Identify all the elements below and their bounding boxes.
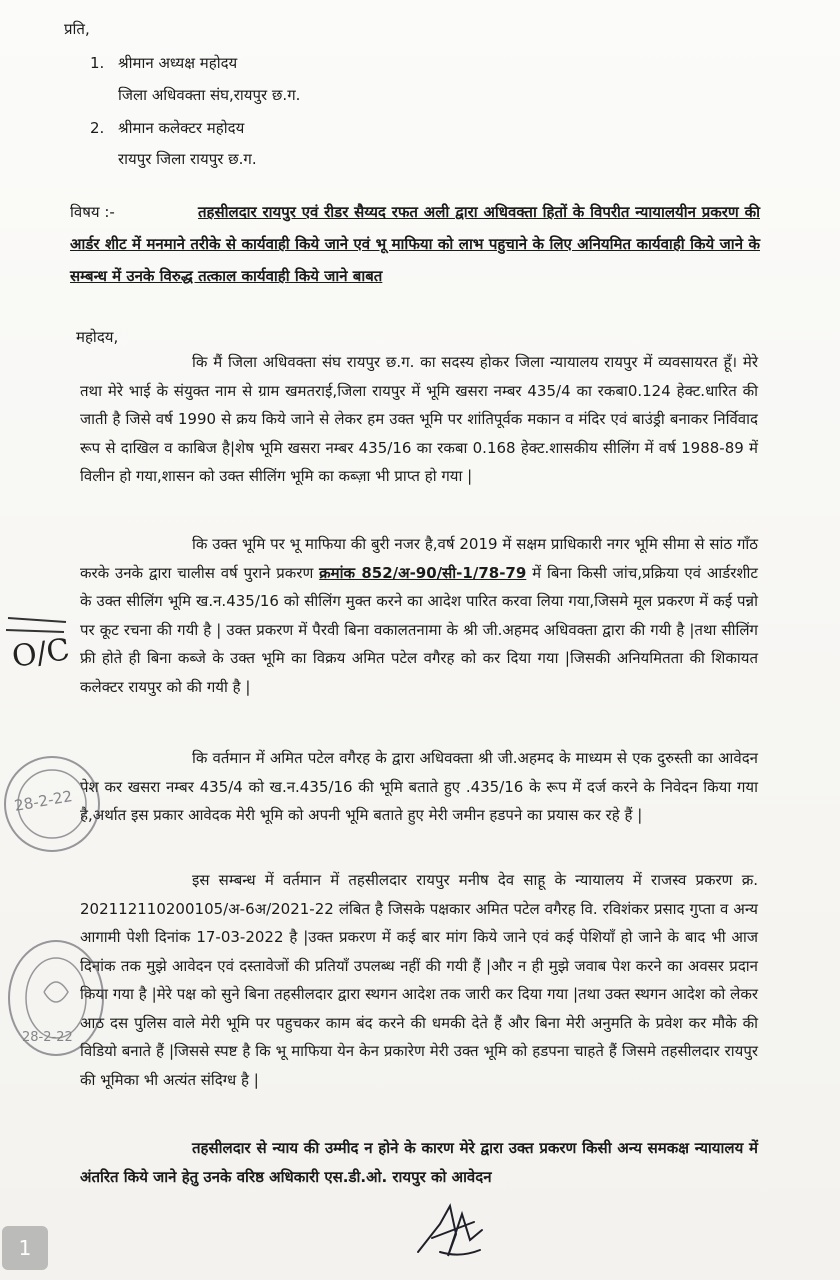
paragraph-4-text: इस सम्बन्ध में वर्तमान में तहसीलदार रायपुर मनीष देव साहू के न्यायालय में राजस्व प्रकरण क्र. 202112110200105/अ-6अ/2021-22 लंबित है जिसके पक्षकार अमित पटेल वगैरह वि. रविशंकर प्रसाद गुप्ता व अन्य आगामी पेशी दिनांक 17-03-2022 है |उक्त प्रकरण में कई बार मांग किये जाने एवं कई पेशियाँ हो जाने के बाद भी आज दिनांक तक मुझे आवेदन एवं दस्तावेजों की प्रतियाँ उपलब्ध नहीं की गयी हैं |और न ही मुझे जवाब पेश करने का अवसर प्रदान किया गया है |मेरे पक्ष को सुने बिना तहसीलदार द्वारा स्थगन आदेश तक जारी कर दिया गया |तथा उक्त स्थगन आदेश को लेकर आठ दस पुलिस वाले मेरी भूमि पर पहुचकर काम बंद करने की धमकी देते हैं और बिना मेरी अनुमति के प्रवेश कर मौके की विडियो बनाते हैं |जिससे स्पष्ट है कि भू माफिया येन केन प्रकारेण मेरी उक्त भूमि को हडपना चाहते हैं जिसमे तहसीलदार रायपुर की भूमिका भी अत्यंत संदिग्ध है | [80,871,759,1089]
paragraph-4 [80,866,758,1094]
district-stamp [8,940,104,1056]
recipient-2-number: 2. [90,119,105,137]
recipient-1-title: श्रीमान अध्यक्ष महोदय [118,54,238,72]
stamp-2-date: 28-2-22 [22,1030,73,1045]
paragraph-5-bold: तहसीलदार से न्याय की उम्मीद न होने के कारण [192,1139,454,1157]
salutation-to: प्रति, [64,20,90,38]
paragraph-3-text: कि वर्तमान में अमित पटेल वगैरह के द्वारा अधिवक्ता श्री जी.अहमद के माध्यम से एक दुरुस्ती का आवेदन पेश कर खसरा नम्बर 435/4 को ख.न.435/16 की भूमि बताते हुए .435/16 के रूप में दर्ज करने के निवेदन किया गया है,अर्थात इस प्रकार आवेदक मेरी भूमि को अपनी भूमि बताते हुए मेरी जमीन हडपने का प्रयास कर रहे हैं | [80,749,758,824]
recipient-2-address: रायपुर जिला रायपुर छ.ग. [118,150,257,168]
paragraph-5-text: मेरे द्वारा उक्त प्रकरण किसी अन्य समकक्ष न्यायालय में अंतरित किये जाने हेतु उनके वरिष्ठ अधिकारी एस.डी.ओ. रायपुर को आवेदन [80,1139,758,1186]
page-number-badge: 1 [2,1226,48,1270]
margin-strike-icon [4,612,74,636]
paragraph-3 [80,744,758,830]
paragraph-5 [80,1134,758,1191]
subject-text: तहसीलदार रायपुर एवं रीडर सैय्यद रफत अली द्वारा अधिवक्ता हितों के विपरीत न्यायालयीन प्रकरण की आर्डर शीट में मनमाने तरीके से कार्यवाही किये जाने एवं भू माफिया को लाभ पहुचाने के लिए अनियमित कार्यवाही किये जाने के सम्बन्ध में उनके विरुद्ध तत्काल कार्यवाही किये जाने बाबत [70,203,760,285]
paragraph-2-text-a: कि उक्त भूमि पर भू माफिया की बुरी नजर है,वर्ष 2019 में सक्षम प्राधिकारी नगर भूमि सीमा से सांठ गाँठ करके उनके द्वारा चालीस वर्ष पुराने प्रकरण [80,535,758,582]
paragraph-1-text: कि मैं जिला अधिवक्ता संघ रायपुर छ.ग. का सदस्य होकर जिला न्यायालय रायपुर में व्यवसायरत हूँ। मेरे तथा मेरे भाई के संयुक्त नाम से ग्राम खमतराई,जिला रायपुर में भूमि खसरा नम्बर 435/4 का रकबा0.124 हेक्ट.धारित की जाती है जिसे वर्ष 1990 से क्रय किये जाने से लेकर हम उक्त भूमि पर शांतिपूर्वक मकान व मंदिर एवं बाउंड्री बनाकर निर्विवाद रूप से दाखिल व काबिज है|शेष भूमि खसरा नम्बर 435/16 का रकबा 0.168 हेक्ट.शासकीय सीलिंग में वर्ष 1988-89 में विलीन हो गया,शासन को उक्त सीलिंग भूमि का कब्ज़ा भी प्राप्त हो गया | [80,353,758,485]
recipient-1-number: 1. [90,54,105,72]
greeting: महोदय, [76,328,119,346]
paragraph-1 [80,348,758,491]
subject-block [70,196,760,292]
margin-note-oc: O/C [9,632,72,675]
signature-icon [410,1194,490,1264]
paragraph-2-text-b: में बिना किसी जांच,प्रक्रिया एवं आर्डरशीट के उक्त सीलिंग भूमि ख.न.435/16 को सीलिंग मुक्त करने का आदेश पारित करवा लिया गया,जिसमे मूल प्रकरण में कई पन्नो पर कूट रचना की गयी है | उक्त प्रकरण में पैरवी बिना वकालतनामा के श्री जी.अहमद अधिवक्ता द्वारा की गयी है |तथा सीलिंग फ्री होते ही बिना कब्जे के उक्त भूमि का विक्रय अमित पटेल वगैरह को कर दिया गया |जिसकी अनियमितता की शिकायत कलेक्टर रायपुर को की गयी है | [80,563,758,696]
recipient-2-title: श्रीमान कलेक्टर महोदय [118,119,245,137]
subject-label: विषय :- [70,203,115,221]
paragraph-2 [80,530,758,701]
case-number: क्रमांक 852/अ-90/सी-1/78-79 [319,563,527,582]
advocate-association-stamp [4,756,100,852]
stamp-1-date: 28-2-22 [12,787,74,815]
recipient-1-address: जिला अधिवक्ता संघ,रायपुर छ.ग. [118,86,301,104]
